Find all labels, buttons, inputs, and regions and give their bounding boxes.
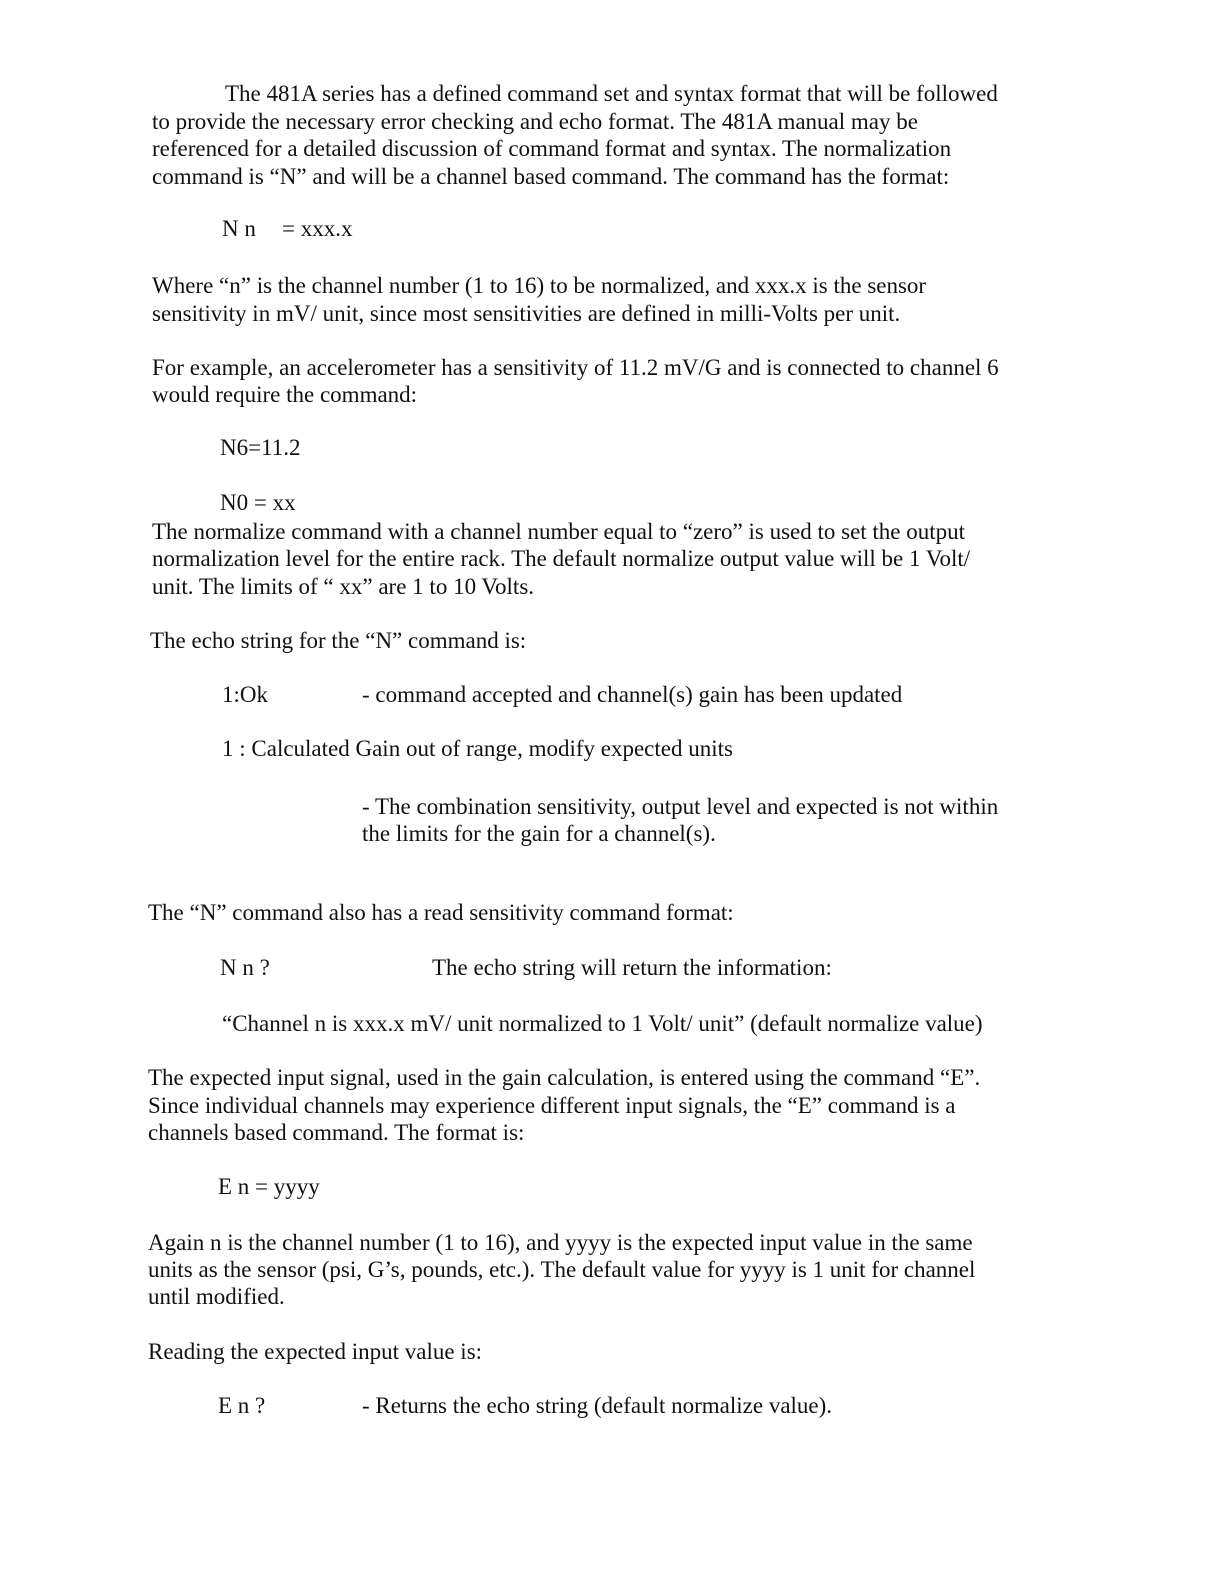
- read-echo: “Channel n is xxx.x mV/ unit normalized to 1 Volt/ unit” (default normalize value): [222, 1011, 983, 1036]
- again-line: Again n is the channel number (1 to 16), and yyyy is the expected input value in the same: [148, 1230, 973, 1255]
- read-command: N n ?: [220, 955, 270, 980]
- read-intro: The “N” command also has a read sensitivity command format:: [148, 900, 734, 925]
- n0-command: N0 = xx: [220, 490, 296, 515]
- example-line: would require the command:: [152, 382, 418, 407]
- e-read-command: E n ?: [218, 1393, 266, 1418]
- example-line: For example, an accelerometer has a sensitivity of 11.2 mV/G and is connected to channel 6: [152, 355, 999, 380]
- n0-desc-line: normalization level for the entire rack. The default normalize output value will be 1 Volt/: [152, 546, 971, 571]
- again-line: until modified.: [148, 1284, 285, 1309]
- again-line: units as the sensor (psi, G’s, pounds, etc.). The default value for yyyy is 1 unit for channel: [148, 1257, 976, 1282]
- format-command: N n: [222, 216, 256, 241]
- where-line: sensitivity in mV/ unit, since most sensitivities are defined in milli-Volts per unit.: [152, 301, 901, 326]
- n0-desc-line: The normalize command with a channel number equal to “zero” is used to set the output: [152, 519, 966, 544]
- echo-ok-code: 1:Ok: [222, 682, 268, 707]
- format-value: = xxx.x: [282, 216, 353, 241]
- echo-ok-desc: - command accepted and channel(s) gain has been updated: [362, 682, 903, 707]
- intro-line: The 481A series has a defined command set and syntax format that will be followed: [225, 81, 998, 106]
- expected-line: channels based command. The format is:: [148, 1120, 525, 1145]
- echo-error-desc: the limits for the gain for a channel(s).: [362, 821, 716, 846]
- example-command: N6=11.2: [220, 435, 301, 460]
- expected-line: Since individual channels may experience different input signals, the “E” command is a: [148, 1093, 956, 1118]
- echo-intro: The echo string for the “N” command is:: [150, 628, 527, 653]
- where-line: Where “n” is the channel number (1 to 16) to be normalized, and xxx.x is the sensor: [152, 273, 927, 298]
- echo-error-desc: - The combination sensitivity, output level and expected is not within: [362, 794, 999, 819]
- intro-line: referenced for a detailed discussion of command format and syntax. The normalization: [152, 136, 952, 161]
- e-command: E n = yyyy: [218, 1174, 320, 1199]
- e-read-desc: - Returns the echo string (default normalize value).: [362, 1393, 833, 1418]
- n0-desc-line: unit. The limits of “ xx” are 1 to 10 Volts.: [152, 574, 535, 599]
- reading-intro: Reading the expected input value is:: [148, 1339, 483, 1364]
- read-command-desc: The echo string will return the information:: [432, 955, 832, 980]
- intro-line: command is “N” and will be a channel based command. The command has the format:: [152, 164, 950, 189]
- expected-line: The expected input signal, used in the gain calculation, is entered using the command “E”.: [148, 1065, 981, 1090]
- echo-error-code: 1 : Calculated Gain out of range, modify expected units: [222, 736, 733, 761]
- intro-line: to provide the necessary error checking and echo format. The 481A manual may be: [152, 109, 918, 134]
